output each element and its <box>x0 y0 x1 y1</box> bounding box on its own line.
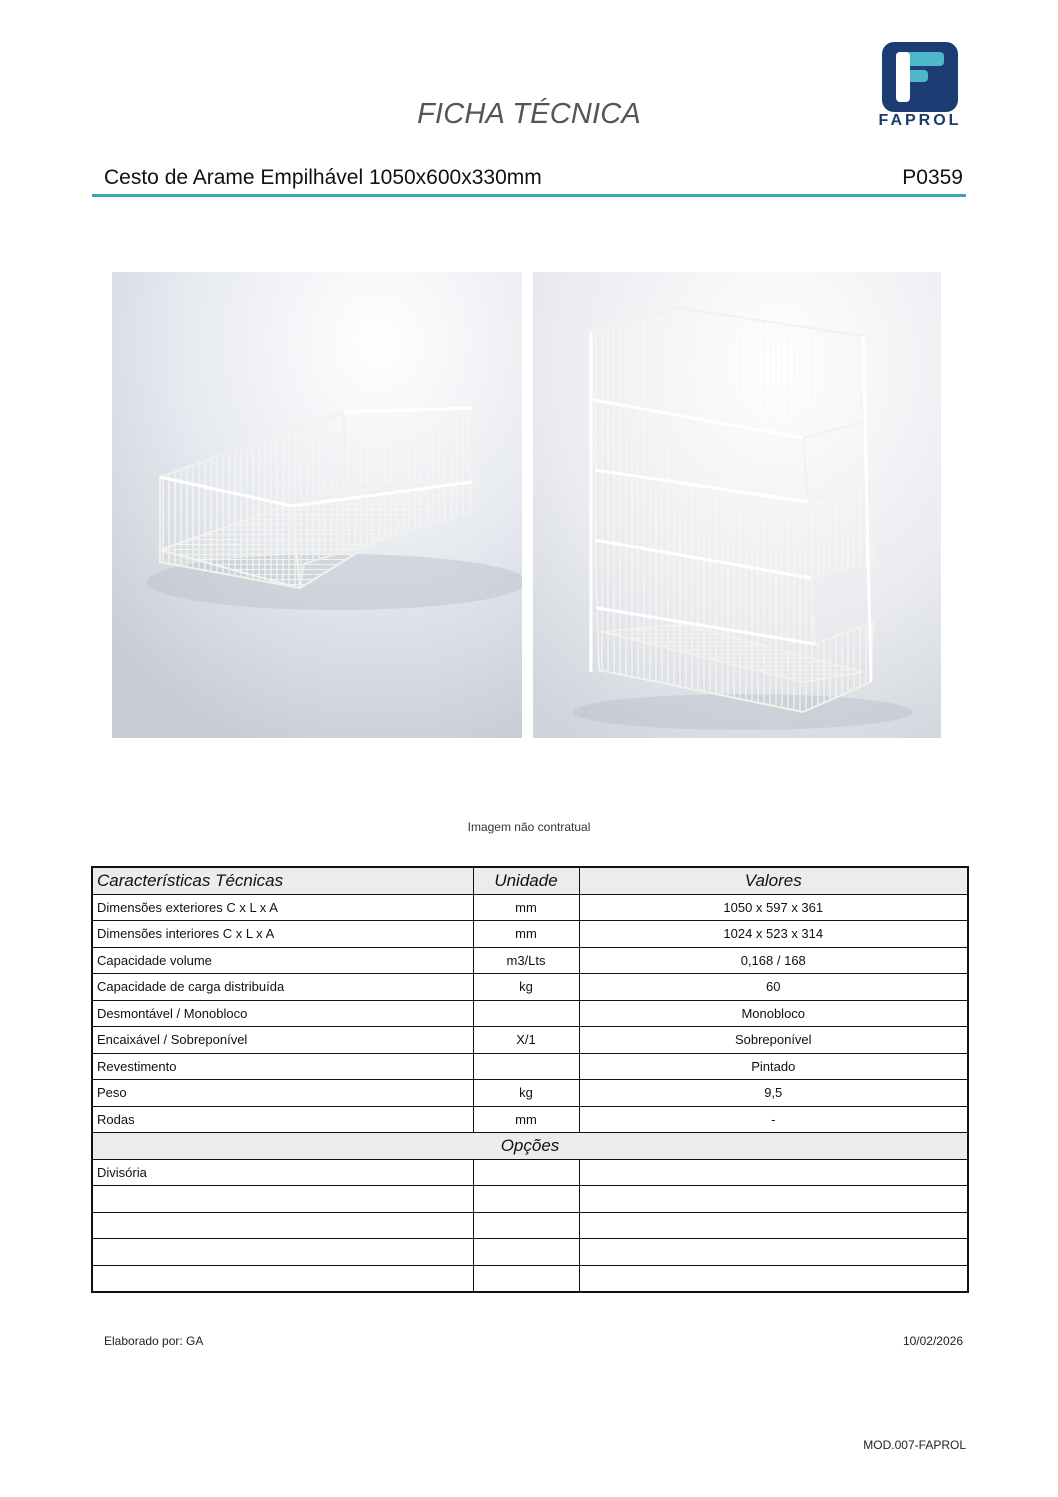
logo-text: FAPROL <box>878 112 962 129</box>
row-unit: kg <box>473 1080 579 1107</box>
row-label: Capacidade volume <box>92 947 473 974</box>
row-label: Rodas <box>92 1106 473 1133</box>
row-label: Dimensões interiores C x L x A <box>92 921 473 948</box>
document-title: FICHA TÉCNICA <box>417 98 641 130</box>
footer-author: Elaborado por: GA <box>104 1334 204 1348</box>
table-row <box>92 1212 968 1239</box>
option-label <box>92 1212 473 1239</box>
option-unit <box>473 1239 579 1266</box>
specs-table <box>91 866 969 1293</box>
option-label: Divisória <box>92 1159 473 1186</box>
table-row <box>92 1080 968 1107</box>
row-unit: X/1 <box>473 1027 579 1054</box>
row-value: Sobreponível <box>579 1027 968 1054</box>
option-unit <box>473 1159 579 1186</box>
specs-header-row <box>92 867 968 894</box>
table-row <box>92 1239 968 1266</box>
header-characteristics: Características Técnicas <box>92 867 473 894</box>
option-value <box>579 1159 968 1186</box>
footer-model-code: MOD.007-FAPROL <box>863 1438 966 1452</box>
option-value <box>579 1212 968 1239</box>
table-row <box>92 947 968 974</box>
product-photo-single <box>112 272 522 738</box>
table-row <box>92 1186 968 1213</box>
footer-date: 10/02/2026 <box>902 1334 963 1348</box>
row-label: Peso <box>92 1080 473 1107</box>
option-unit <box>473 1212 579 1239</box>
product-name: Cesto de Arame Empilhável 1050x600x330mm <box>104 166 542 189</box>
header-unit: Unidade <box>473 867 579 894</box>
row-label: Capacidade de carga distribuída <box>92 974 473 1001</box>
row-unit: mm <box>473 894 579 921</box>
row-label: Desmontável / Monobloco <box>92 1000 473 1027</box>
row-value: 1050 x 597 x 361 <box>579 894 968 921</box>
table-row <box>92 1265 968 1292</box>
table-row <box>92 1053 968 1080</box>
table-row <box>92 974 968 1001</box>
options-header: Opções <box>92 1133 968 1160</box>
option-value <box>579 1186 968 1213</box>
row-value: 60 <box>579 974 968 1001</box>
row-label: Revestimento <box>92 1053 473 1080</box>
row-label: Encaixável / Sobreponível <box>92 1027 473 1054</box>
table-row <box>92 921 968 948</box>
table-row <box>92 1027 968 1054</box>
row-label: Dimensões exteriores C x L x A <box>92 894 473 921</box>
option-unit <box>473 1186 579 1213</box>
row-unit: m3/Lts <box>473 947 579 974</box>
row-value: 1024 x 523 x 314 <box>579 921 968 948</box>
table-row <box>92 1159 968 1186</box>
row-value: 9,5 <box>579 1080 968 1107</box>
table-row <box>92 1000 968 1027</box>
row-unit: mm <box>473 1106 579 1133</box>
table-row <box>92 894 968 921</box>
option-value <box>579 1239 968 1266</box>
image-disclaimer: Imagem não contratual <box>467 820 591 834</box>
row-unit: mm <box>473 921 579 948</box>
product-code: P0359 <box>902 166 963 189</box>
row-unit: kg <box>473 974 579 1001</box>
product-photo-stacked <box>533 272 941 738</box>
option-label <box>92 1239 473 1266</box>
row-value: - <box>579 1106 968 1133</box>
row-unit <box>473 1053 579 1080</box>
option-unit <box>473 1265 579 1292</box>
options-header-row <box>92 1133 968 1160</box>
option-label <box>92 1186 473 1213</box>
row-value: 0,168 / 168 <box>579 947 968 974</box>
option-label <box>92 1265 473 1292</box>
row-value: Pintado <box>579 1053 968 1080</box>
header-values: Valores <box>579 867 968 894</box>
table-row <box>92 1106 968 1133</box>
option-value <box>579 1265 968 1292</box>
row-unit <box>473 1000 579 1027</box>
row-value: Monobloco <box>579 1000 968 1027</box>
title-divider <box>92 194 966 197</box>
